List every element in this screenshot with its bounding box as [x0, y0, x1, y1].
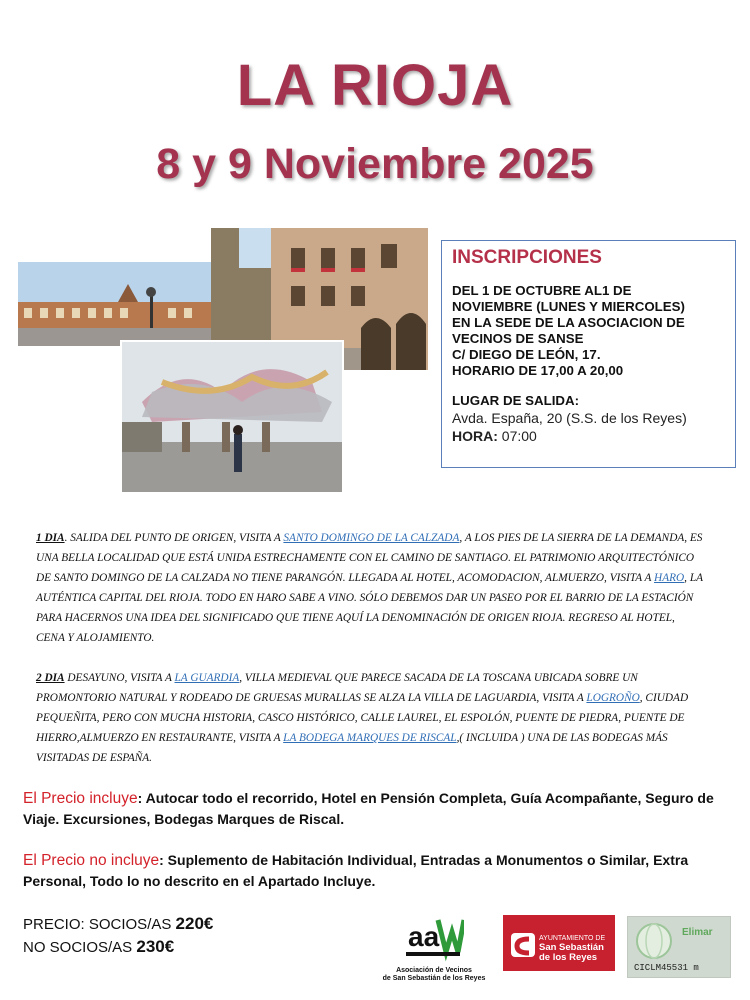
- ayuntamiento-line-2: de los Reyes: [539, 952, 598, 963]
- plaza-photo: [18, 262, 240, 346]
- aav-caption-1: Asociación de Vecinos: [396, 967, 472, 974]
- day-1-text: , LA AUTÉNTICA CAPITAL DEL RIOJA. TODO EN HARO SABE A VINO. SÓLO DEBEMOS DAR UN PASEO POR EL BARRIO DE LA ESTACIÓN PARA HACERNOS UNA IDEA DEL SIGNIFICADO QUE TIENE AQUÍ LA DENOMINACIÓN DE ORIGEN RIOJA. REGRESO AL HOTEL, CENA Y ALOJAMIENTO.: [36, 572, 703, 644]
- link-la-guardia[interactable]: LA GUARDIA: [174, 672, 240, 684]
- price-members-label: PRECIO: SOCIOS/AS: [23, 916, 176, 933]
- svg-text:aa: aa: [408, 921, 440, 952]
- link-logrono[interactable]: LOGROÑO: [586, 692, 640, 704]
- inscriptions-line: NOVIEMBRE (LUNES Y MIERCOLES): [452, 299, 685, 314]
- link-santo-domingo[interactable]: SANTO DOMINGO DE LA CALZADA: [283, 532, 460, 544]
- viajes-name: Elimar: [682, 927, 713, 938]
- price-not-includes: [23, 850, 738, 892]
- inscriptions-line: C/ DIEGO DE LEÓN, 17.: [452, 347, 601, 362]
- day-2-text: ,( INCLUIDA ) UNA DE LAS BODEGAS MÁS VISITADAS DE ESPAÑA.: [36, 732, 668, 764]
- inscriptions-title: INSCRIPCIONES: [452, 247, 602, 268]
- day-2-label: 2 DIA: [36, 672, 65, 684]
- ayuntamiento-line-1: San Sebastián: [539, 942, 604, 953]
- departure-label: LUGAR DE SALIDA:: [452, 393, 580, 408]
- departure-place: Avda. España, 20 (S.S. de los Reyes): [452, 410, 687, 426]
- price-members: [23, 913, 213, 936]
- viajes-logo: [627, 916, 731, 978]
- price-not-includes-text: : Suplemento de Habitación Individual, Entradas a Monumentos o Similar, Extra Personal, Todo lo no descrito en el Apartado Incluye.: [23, 852, 689, 889]
- aav-caption-2: de San Sebastián de los Reyes: [382, 975, 486, 982]
- inscriptions-line: HORARIO DE 17,00 A 20,00: [452, 363, 624, 378]
- winery-photo: [120, 340, 344, 494]
- departure-time: [452, 427, 725, 445]
- price-includes-text: : Autocar todo el recorrido, Hotel en Pensión Completa, Guía Acompañante, Seguro de Viaje. Excursiones, Bodegas Marques de Riscal.: [23, 790, 714, 827]
- day-1-label: 1 DIA: [36, 532, 65, 544]
- link-haro[interactable]: HARO: [654, 572, 685, 584]
- inscriptions-line: EN LA SEDE DE LA ASOCIACION DE: [452, 315, 685, 330]
- viajes-code: CICLM45531 m: [634, 963, 699, 973]
- day-2-text: , VILLA MEDIEVAL QUE PARECE SACADA DE LA TOSCANA UBICADA SOBRE UN PROMONTORIO NATURAL Y RODEADO DE GRUESAS MURALLAS SE ALZA LA VILLA DE LAGUARDIA, VISITA A: [36, 672, 638, 704]
- departure-time-value: 07:00: [501, 428, 537, 444]
- day-1-text: . SALIDA DEL PUNTO DE ORIGEN, VISITA A: [64, 532, 284, 544]
- day-2-text: , CIUDAD PEQUEÑITA, PERO CON MUCHA HISTORIA, CASCO HISTÓRICO, CALLE LAUREL, EL ESPOLÓN, PUENTE DE PIEDRA, PUENTE DE HIERRO,ALMUERZO EN RESTAURANTE, VISITA A: [36, 692, 689, 744]
- price-non-members-value: 230€: [136, 937, 175, 956]
- itinerary-day-1: [36, 528, 706, 648]
- price-non-members-label: NO SOCIOS/AS: [23, 939, 137, 956]
- inscriptions-line: VECINOS DE SANSE: [452, 331, 584, 346]
- price-non-members: [23, 936, 213, 959]
- page-title: LA RIOJA: [236, 53, 514, 118]
- ayuntamiento-logo: [503, 915, 615, 971]
- ayuntamiento-emblem-icon: [509, 931, 539, 961]
- prices: [23, 913, 213, 959]
- page-dates: 8 y 9 Noviembre 2025: [156, 140, 594, 188]
- aav-logo: [380, 912, 488, 992]
- aav-mark-icon: [404, 912, 464, 962]
- price-members-value: 220€: [175, 914, 214, 933]
- ayuntamiento-small: AYUNTAMIENTO DE: [539, 935, 606, 942]
- link-bodega-riscal[interactable]: LA BODEGA MARQUES DE RISCAL: [283, 732, 457, 744]
- itinerary-day-2: [36, 668, 706, 768]
- inscriptions-box: [441, 240, 736, 468]
- price-not-includes-label: El Precio no incluye: [23, 852, 160, 869]
- price-includes-label: El Precio incluye: [23, 790, 138, 807]
- inscriptions-line: DEL 1 DE OCTUBRE AL1 DE: [452, 283, 632, 298]
- ayuntamiento-text: [539, 934, 605, 963]
- departure-time-label: HORA:: [452, 428, 498, 444]
- day-1-text: , A LOS PIES DE LA SIERRA DE LA DEMANDA, ES UNA BELLA LOCALIDAD QUE ESTÁ UNIDA ESTRECHAMENTE CON EL CAMINO DE SANTIAGO. EL PATRIMONIO ARQUITECTÓNICO DE SANTO DOMINGO DE LA CALZADA NO TIENE PARANGÓN. LLEGADA AL HOTEL, ACOMODACION, ALMUERZO, VISITA A: [36, 532, 703, 584]
- day-2-text: DESAYUNO, VISITA A: [64, 672, 175, 684]
- viajes-globe-icon: [634, 921, 674, 961]
- price-includes: [23, 788, 738, 830]
